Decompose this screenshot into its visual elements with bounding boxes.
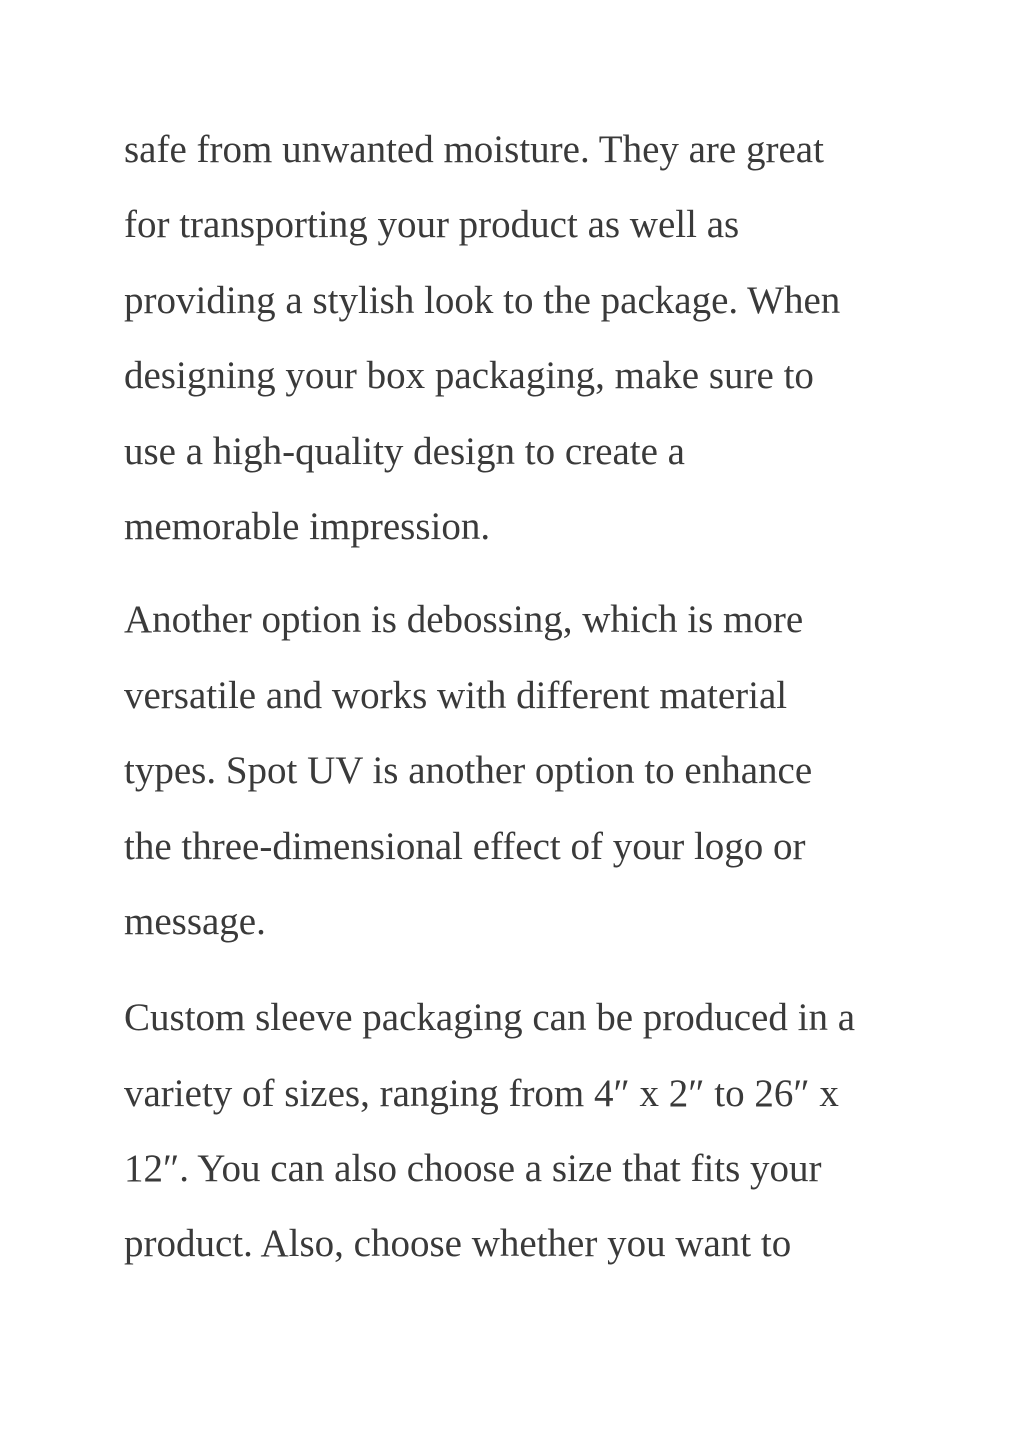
paragraph-debossing: [124, 582, 924, 959]
text-line: memorable impression.: [124, 504, 491, 548]
text-line: types. Spot UV is another option to enhance: [124, 749, 813, 793]
text-line: providing a stylish look to the package. When: [124, 278, 841, 322]
text-line: variety of sizes, ranging from 4″ x 2″ to 26″ x: [124, 1071, 839, 1115]
text-line: use a high-quality design to create a: [124, 429, 685, 473]
text-line: the three-dimensional effect of your logo or: [124, 824, 806, 868]
text-line: safe from unwanted moisture. They are great: [124, 128, 824, 171]
text-line: product. Also, choose whether you want to: [124, 1222, 792, 1266]
text-line: versatile and works with different material: [124, 673, 788, 717]
text-line: Custom sleeve packaging can be produced in a: [124, 996, 856, 1040]
text-line: message.: [124, 899, 266, 943]
text-line: Another option is debossing, which is more: [124, 598, 804, 642]
document-body: [124, 112, 924, 1282]
paragraph-moisture: [124, 112, 924, 564]
text-line: for transporting your product as well as: [124, 203, 740, 247]
paragraph-sleeve-sizes: [124, 980, 924, 1282]
text-line: designing your box packaging, make sure to: [124, 354, 814, 398]
text-line: 12″. You can also choose a size that fits your: [124, 1147, 822, 1191]
